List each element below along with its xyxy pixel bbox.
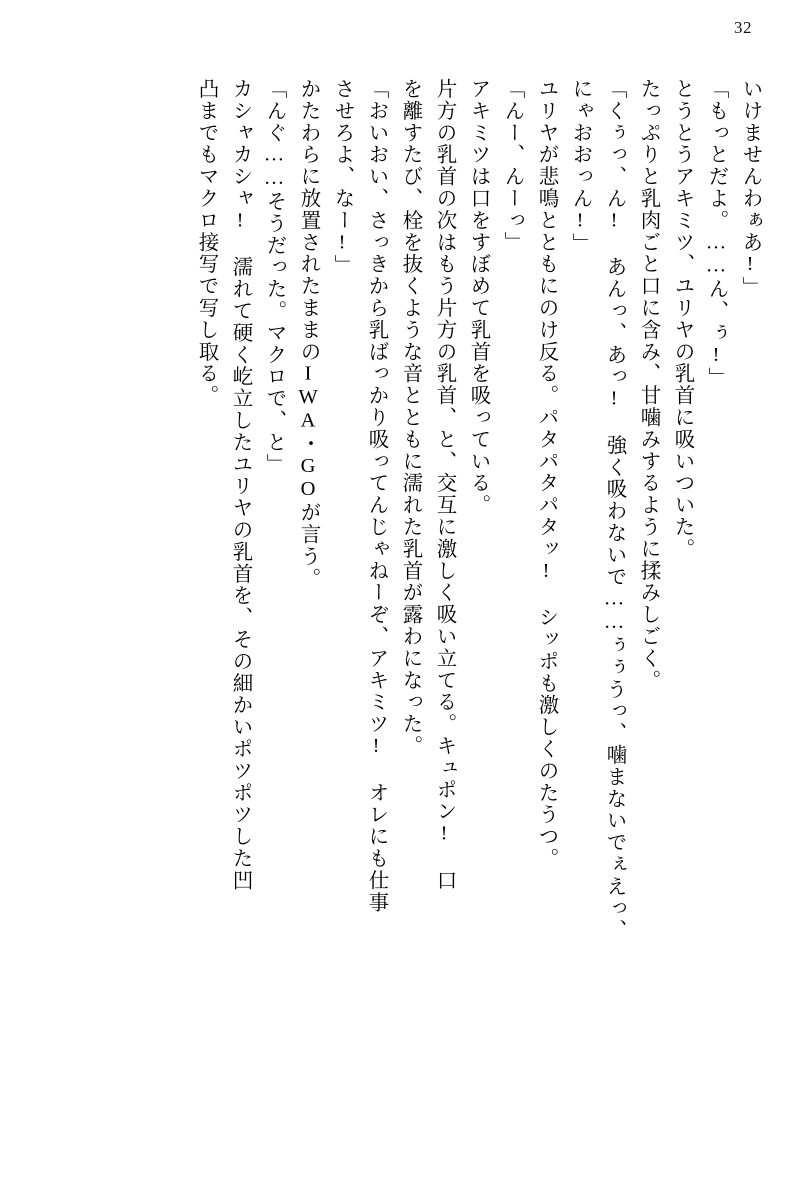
- text-line: 「んー、んーっ」: [501, 78, 523, 254]
- text-line: ユリヤが悲鳴とともにのけ反る。パタパタパタッ! シッポも激しくのたうつ。: [535, 78, 557, 870]
- text-line: 「おいおい、さっきから乳ばっかり吸ってんじゃねーぞ、アキミツ! オレにも仕事: [365, 78, 387, 914]
- text-line: にゃおおっん!」: [569, 78, 591, 255]
- text-line: 凸までもマクロ接写で写し取る。: [195, 78, 217, 407]
- text-line: とうとうアキミツ、ユリヤの乳首に吸いついた。: [671, 78, 693, 560]
- text-line: いけませんわぁあ!」: [739, 78, 761, 299]
- text-line: かたわらに放置されたままのIWA・GOが言う。: [297, 78, 319, 590]
- text-line: たっぷりと乳肉ごと口に含み、甘噛みするように揉みしごく。: [637, 78, 659, 692]
- text-line: アキミツは口をすぼめて乳首を吸っている。: [467, 78, 489, 516]
- text-line: を離すたび、栓を抜くような音とともに濡れた乳首が露わになった。: [399, 78, 421, 757]
- text-line: させろよ、なー!」: [331, 78, 353, 277]
- text-line: 「くぅっ、ん! あんっ、あっ! 強く吸わないで……ぅぅうっ、噛まないでぇえっ、: [603, 78, 625, 942]
- text-line: カシャカシャ! 濡れて硬く屹立したユリヤの乳首を、その細かいポツポツした凹: [229, 78, 251, 892]
- vertical-body-text: [40, 78, 760, 1160]
- text-line: 「もっとだよ。……ん、ぅ!」: [705, 78, 727, 390]
- text-line: 片方の乳首の次はもう片方の乳首、と、交互に激しく吸い立てる。キュポン! 口: [433, 78, 455, 892]
- text-line: 「んぐ……そうだった。マクロで、と」: [263, 78, 285, 476]
- page-number: 32: [734, 18, 752, 37]
